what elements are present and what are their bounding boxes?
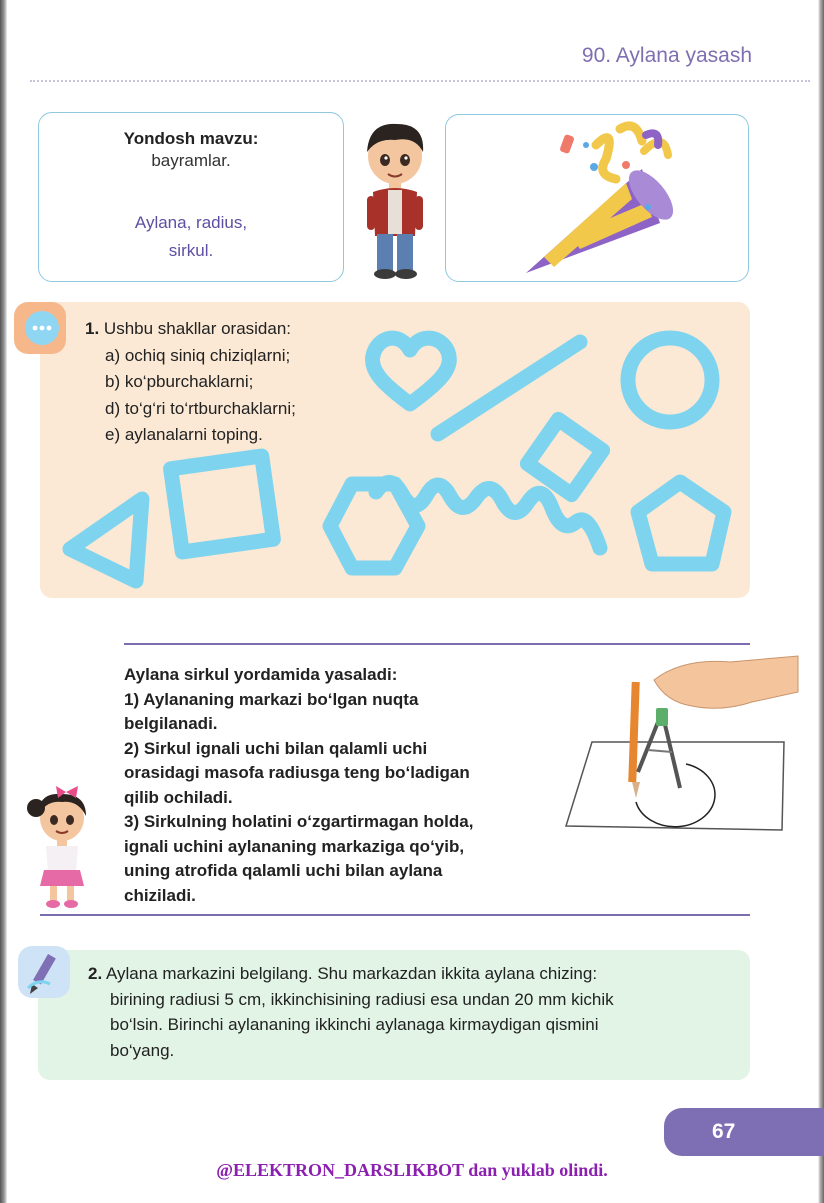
triangle-shape [70, 499, 142, 581]
topic-keywords [39, 209, 343, 265]
task2-line: birining radiusi 5 cm, ikkinchisining radiusi esa undan 20 mm kichik [110, 989, 614, 1009]
task1-item-b: b) ko‘pburchaklarni; [105, 372, 254, 391]
page-edge-right [818, 0, 824, 1203]
rule-line: Aylana sirkul yordamida yasaladi: [124, 665, 398, 684]
party-popper-icon [446, 115, 748, 281]
rule-top-divider [124, 643, 750, 645]
footer-watermark: @ELEKTRON_DARSLIKBOT dan yuklab olindi. [216, 1160, 608, 1180]
task1-prompt: Ushbu shakllar orasidan: [103, 319, 292, 338]
rule-line: 3) Sirkulning holatini o‘zgartirmagan holda, [124, 812, 474, 831]
rule-line: belgilanadi. [124, 714, 218, 733]
page-edge-left [0, 0, 7, 1203]
rule-line: uning atrofida qalamli uchi bilan aylana [124, 861, 443, 880]
task1-number: 1. [85, 319, 100, 338]
task1-item-a: a) ochiq siniq chiziqlarni; [105, 345, 291, 365]
rule-bottom-divider [40, 914, 750, 916]
dotted-divider [30, 80, 810, 82]
pentagon-shape [638, 482, 724, 564]
task2-text [88, 961, 738, 1063]
task1-item-d: d) to‘g‘ri to‘rtburchaklarni; [105, 398, 296, 418]
rule-line: chiziladi. [124, 885, 196, 905]
girl-illustration [26, 786, 98, 910]
compass-drawing-illustration [562, 652, 802, 836]
page-number-tab [664, 1108, 824, 1156]
heart-shape [373, 338, 450, 404]
rule-line: 2) Sirkul ignali uchi bilan qalamli uchi [124, 738, 428, 758]
task2-line: bo‘lsin. Birinchi aylananing ikkinchi aylanaga kirmaydigan qismini [110, 1015, 599, 1034]
task1-item-e: e) aylanalarni toping. [105, 425, 263, 444]
circle-shape [628, 338, 712, 422]
topic-heading: Yondosh mavzu: [123, 129, 259, 148]
rule-line: orasidagi masofa radiusga teng bo‘ladigan [124, 763, 470, 782]
pencil-icon [16, 944, 72, 1000]
lesson-title: 90. Aylana yasash [581, 44, 752, 67]
party-popper-box [445, 114, 749, 282]
rule-line: ignali uchini aylananing markaziga qo‘yib, [124, 836, 465, 856]
topic-subheading: bayramlar. [151, 151, 231, 170]
rectangle-shape [171, 456, 274, 552]
topic-keywords-line2: sirkul. [168, 241, 214, 260]
rule-line: qilib ochiladi. [124, 787, 233, 807]
task1-shapes [40, 302, 750, 598]
topic-box [38, 112, 344, 282]
topic-keywords-line1: Aylana, radius, [134, 213, 248, 232]
task2-line: Aylana markazini belgilang. Shu markazdan ikkita aylana chizing: [105, 964, 598, 983]
page-number: 67 [712, 1120, 736, 1143]
square-shape [527, 419, 602, 494]
task2-number: 2. [88, 964, 103, 983]
rule-text [124, 663, 564, 908]
rule-line: 1) Aylananing markazi bo‘lgan nuqta [124, 689, 419, 709]
boy-illustration [355, 116, 437, 280]
task2-line: bo‘yang. [110, 1040, 175, 1060]
